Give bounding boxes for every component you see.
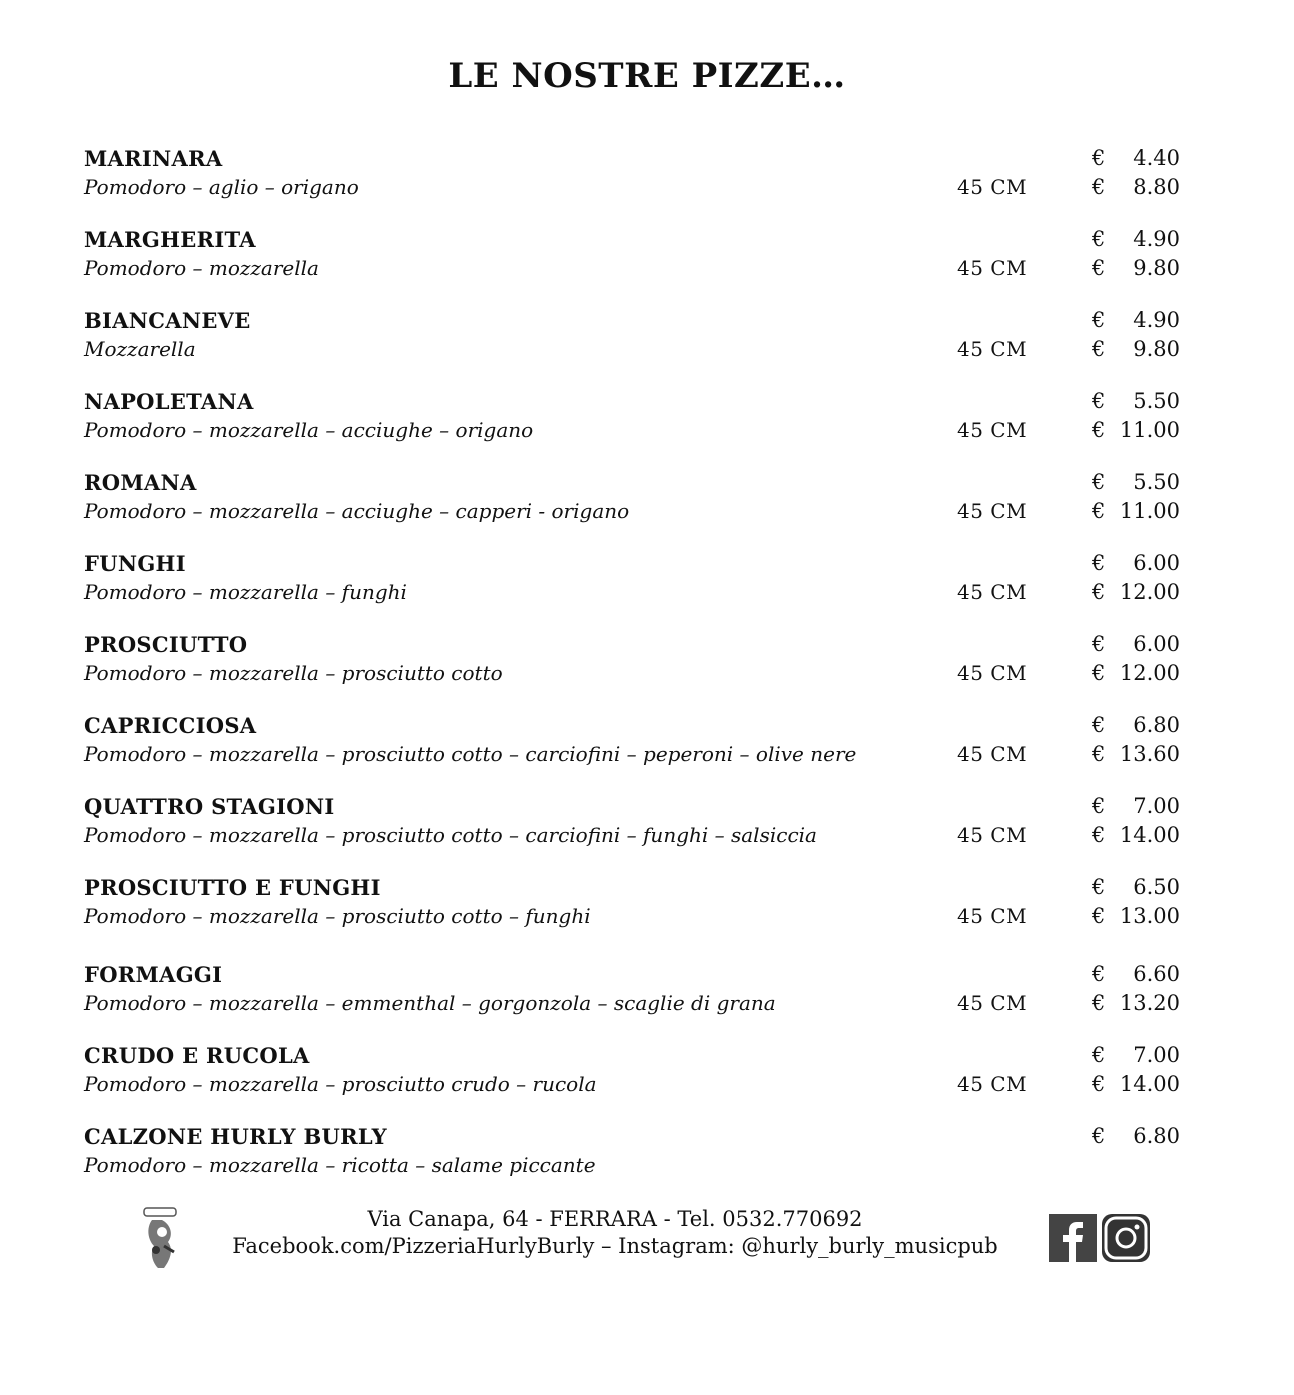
- pizza-size: 45 CM: [957, 904, 1028, 928]
- menu-item-detail-line: [84, 175, 1184, 203]
- price-amount: 9.80: [1133, 337, 1180, 361]
- currency-symbol: €: [1092, 1124, 1106, 1148]
- footer-social-line: Facebook.com/PizzeriaHurlyBurly – Instagram: @hurly_burly_musicpub: [232, 1234, 998, 1258]
- price-amount: 7.00: [1133, 794, 1180, 818]
- menu-item: [84, 470, 1184, 551]
- currency-symbol: €: [1092, 661, 1106, 685]
- price-small: [1092, 875, 1180, 899]
- currency-symbol: €: [1092, 175, 1106, 199]
- pizza-ingredients: Pomodoro – mozzarella – acciughe – origano: [84, 418, 534, 442]
- pizza-name: CRUDO E RUCOLA: [84, 1043, 310, 1068]
- menu-item-detail-line: [84, 1072, 1184, 1100]
- price-small: [1092, 146, 1180, 170]
- menu-item-detail-line: [84, 1153, 1184, 1181]
- pizza-ingredients: Pomodoro – aglio – origano: [84, 175, 359, 199]
- currency-symbol: €: [1092, 1043, 1106, 1067]
- menu-item-header-line: [84, 962, 1184, 990]
- pizza-size: 45 CM: [957, 991, 1028, 1015]
- pizza-size: 45 CM: [957, 256, 1028, 280]
- menu-item-header-line: [84, 794, 1184, 822]
- menu-item-header-line: [84, 308, 1184, 336]
- pizza-size: 45 CM: [957, 337, 1028, 361]
- menu-item-header-line: [84, 632, 1184, 660]
- footer-contact: [200, 1206, 1030, 1260]
- menu-item: [84, 1043, 1184, 1124]
- menu-item-header-line: [84, 389, 1184, 417]
- price-small: [1092, 551, 1180, 575]
- pizza-size: 45 CM: [957, 1072, 1028, 1096]
- pizza-ingredients: Pomodoro – mozzarella – ricotta – salame piccante: [84, 1153, 596, 1177]
- pizza-size: 45 CM: [957, 823, 1028, 847]
- pizza-size: 45 CM: [957, 499, 1028, 523]
- price-small: [1092, 794, 1180, 818]
- price-amount: 14.00: [1119, 1072, 1180, 1096]
- menu-item-detail-line: [84, 823, 1184, 851]
- pizza-ingredients: Pomodoro – mozzarella – prosciutto cotto: [84, 661, 503, 685]
- price-large: [1092, 742, 1180, 766]
- price-amount: 14.00: [1119, 823, 1180, 847]
- currency-symbol: €: [1092, 499, 1106, 523]
- price-large: [1092, 991, 1180, 1015]
- menu-item: [84, 551, 1184, 632]
- menu-item: [84, 875, 1184, 956]
- pizza-name: CALZONE HURLY BURLY: [84, 1124, 387, 1149]
- pizza-ingredients: Pomodoro – mozzarella – funghi: [84, 580, 407, 604]
- currency-symbol: €: [1092, 991, 1106, 1015]
- pizza-name: CAPRICCIOSA: [84, 713, 257, 738]
- menu-item-detail-line: [84, 904, 1184, 932]
- price-amount: 11.00: [1119, 499, 1180, 523]
- pizza-name: FORMAGGI: [84, 962, 223, 987]
- price-amount: 7.00: [1133, 1043, 1180, 1067]
- facebook-icon[interactable]: [1049, 1214, 1097, 1262]
- pizza-size: 45 CM: [957, 661, 1028, 685]
- menu-item-detail-line: [84, 742, 1184, 770]
- currency-symbol: €: [1092, 632, 1106, 656]
- currency-symbol: €: [1092, 823, 1106, 847]
- pizza-size: 45 CM: [957, 418, 1028, 442]
- price-amount: 6.50: [1133, 875, 1180, 899]
- currency-symbol: €: [1092, 418, 1106, 442]
- price-large: [1092, 580, 1180, 604]
- price-amount: 12.00: [1119, 580, 1180, 604]
- menu-item: [84, 713, 1184, 794]
- pizza-ingredients: Pomodoro – mozzarella: [84, 256, 319, 280]
- price-amount: 13.00: [1119, 904, 1180, 928]
- pizza-size: 45 CM: [957, 580, 1028, 604]
- currency-symbol: €: [1092, 227, 1106, 251]
- currency-symbol: €: [1092, 904, 1106, 928]
- currency-symbol: €: [1092, 962, 1106, 986]
- pizza-ingredients: Mozzarella: [84, 337, 196, 361]
- price-amount: 6.80: [1133, 1124, 1180, 1148]
- price-amount: 5.50: [1133, 470, 1180, 494]
- footer-address: Via Canapa, 64 - FERRARA - Tel. 0532.770692: [367, 1207, 863, 1231]
- currency-symbol: €: [1092, 308, 1106, 332]
- pizza-ingredients: Pomodoro – mozzarella – prosciutto crudo – rucola: [84, 1072, 597, 1096]
- price-small: [1092, 962, 1180, 986]
- price-amount: 6.00: [1133, 632, 1180, 656]
- currency-symbol: €: [1092, 742, 1106, 766]
- currency-symbol: €: [1092, 875, 1106, 899]
- menu-item-header-line: [84, 227, 1184, 255]
- currency-symbol: €: [1092, 256, 1106, 280]
- price-amount: 4.90: [1133, 227, 1180, 251]
- price-large: [1092, 904, 1180, 928]
- pizza-name: NAPOLETANA: [84, 389, 254, 414]
- price-amount: 12.00: [1119, 661, 1180, 685]
- price-large: [1092, 256, 1180, 280]
- currency-symbol: €: [1092, 146, 1106, 170]
- price-small: [1092, 308, 1180, 332]
- price-amount: 11.00: [1119, 418, 1180, 442]
- menu-item: [84, 308, 1184, 389]
- pizza-menu: [84, 146, 1184, 1205]
- pizza-size: 45 CM: [957, 742, 1028, 766]
- menu-item-header-line: [84, 713, 1184, 741]
- price-amount: 4.40: [1133, 146, 1180, 170]
- menu-item-detail-line: [84, 418, 1184, 446]
- menu-item-detail-line: [84, 256, 1184, 284]
- price-large: [1092, 661, 1180, 685]
- price-amount: 8.80: [1133, 175, 1180, 199]
- menu-item-header-line: [84, 1124, 1184, 1152]
- price-large: [1092, 418, 1180, 442]
- price-small: [1092, 713, 1180, 737]
- menu-item-detail-line: [84, 991, 1184, 1019]
- pizza-ingredients: Pomodoro – mozzarella – emmenthal – gorgonzola – scaglie di grana: [84, 991, 776, 1015]
- menu-item: [84, 389, 1184, 470]
- menu-item-header-line: [84, 551, 1184, 579]
- currency-symbol: €: [1092, 1072, 1106, 1096]
- price-large: [1092, 823, 1180, 847]
- pizza-name: PROSCIUTTO E FUNGHI: [84, 875, 381, 900]
- currency-symbol: €: [1092, 470, 1106, 494]
- currency-symbol: €: [1092, 551, 1106, 575]
- menu-item: [84, 632, 1184, 713]
- price-amount: 5.50: [1133, 389, 1180, 413]
- menu-item-header-line: [84, 470, 1184, 498]
- menu-item-header-line: [84, 146, 1184, 174]
- menu-item-header-line: [84, 875, 1184, 903]
- menu-item: [84, 1124, 1184, 1205]
- currency-symbol: €: [1092, 794, 1106, 818]
- menu-item: [84, 227, 1184, 308]
- menu-item: [84, 962, 1184, 1043]
- price-small: [1092, 470, 1180, 494]
- menu-item: [84, 146, 1184, 227]
- currency-symbol: €: [1092, 389, 1106, 413]
- menu-item-header-line: [84, 1043, 1184, 1071]
- pizza-name: QUATTRO STAGIONI: [84, 794, 335, 819]
- price-small: [1092, 632, 1180, 656]
- price-large: [1092, 1072, 1180, 1096]
- price-amount: 4.90: [1133, 308, 1180, 332]
- price-amount: 6.60: [1133, 962, 1180, 986]
- page-title: LE NOSTRE PIZZE…: [448, 56, 846, 96]
- price-amount: 13.60: [1119, 742, 1180, 766]
- logo-icon: [140, 1206, 180, 1272]
- pizza-ingredients: Pomodoro – mozzarella – prosciutto cotto – carciofini – peperoni – olive nere: [84, 742, 857, 766]
- pizza-name: MARINARA: [84, 146, 223, 171]
- pizza-size: 45 CM: [957, 175, 1028, 199]
- pizza-name: PROSCIUTTO: [84, 632, 248, 657]
- pizza-ingredients: Pomodoro – mozzarella – prosciutto cotto – funghi: [84, 904, 591, 928]
- menu-item-detail-line: [84, 337, 1184, 365]
- menu-item-detail-line: [84, 580, 1184, 608]
- currency-symbol: €: [1092, 337, 1106, 361]
- menu-item: [84, 794, 1184, 875]
- pizza-name: FUNGHI: [84, 551, 186, 576]
- pizza-ingredients: Pomodoro – mozzarella – prosciutto cotto – carciofini – funghi – salsiccia: [84, 823, 817, 847]
- currency-symbol: €: [1092, 713, 1106, 737]
- price-amount: 6.00: [1133, 551, 1180, 575]
- instagram-icon[interactable]: [1102, 1214, 1150, 1262]
- menu-item-detail-line: [84, 661, 1184, 689]
- pizza-name: BIANCANEVE: [84, 308, 251, 333]
- pizza-name: MARGHERITA: [84, 227, 256, 252]
- pizza-ingredients: Pomodoro – mozzarella – acciughe – capperi - origano: [84, 499, 630, 523]
- price-amount: 13.20: [1119, 991, 1180, 1015]
- price-small: [1092, 389, 1180, 413]
- price-large: [1092, 337, 1180, 361]
- price-amount: 6.80: [1133, 713, 1180, 737]
- price-small: [1092, 1124, 1180, 1148]
- pizza-name: ROMANA: [84, 470, 197, 495]
- price-amount: 9.80: [1133, 256, 1180, 280]
- price-small: [1092, 1043, 1180, 1067]
- currency-symbol: €: [1092, 580, 1106, 604]
- price-large: [1092, 499, 1180, 523]
- price-large: [1092, 175, 1180, 199]
- menu-item-detail-line: [84, 499, 1184, 527]
- price-small: [1092, 227, 1180, 251]
